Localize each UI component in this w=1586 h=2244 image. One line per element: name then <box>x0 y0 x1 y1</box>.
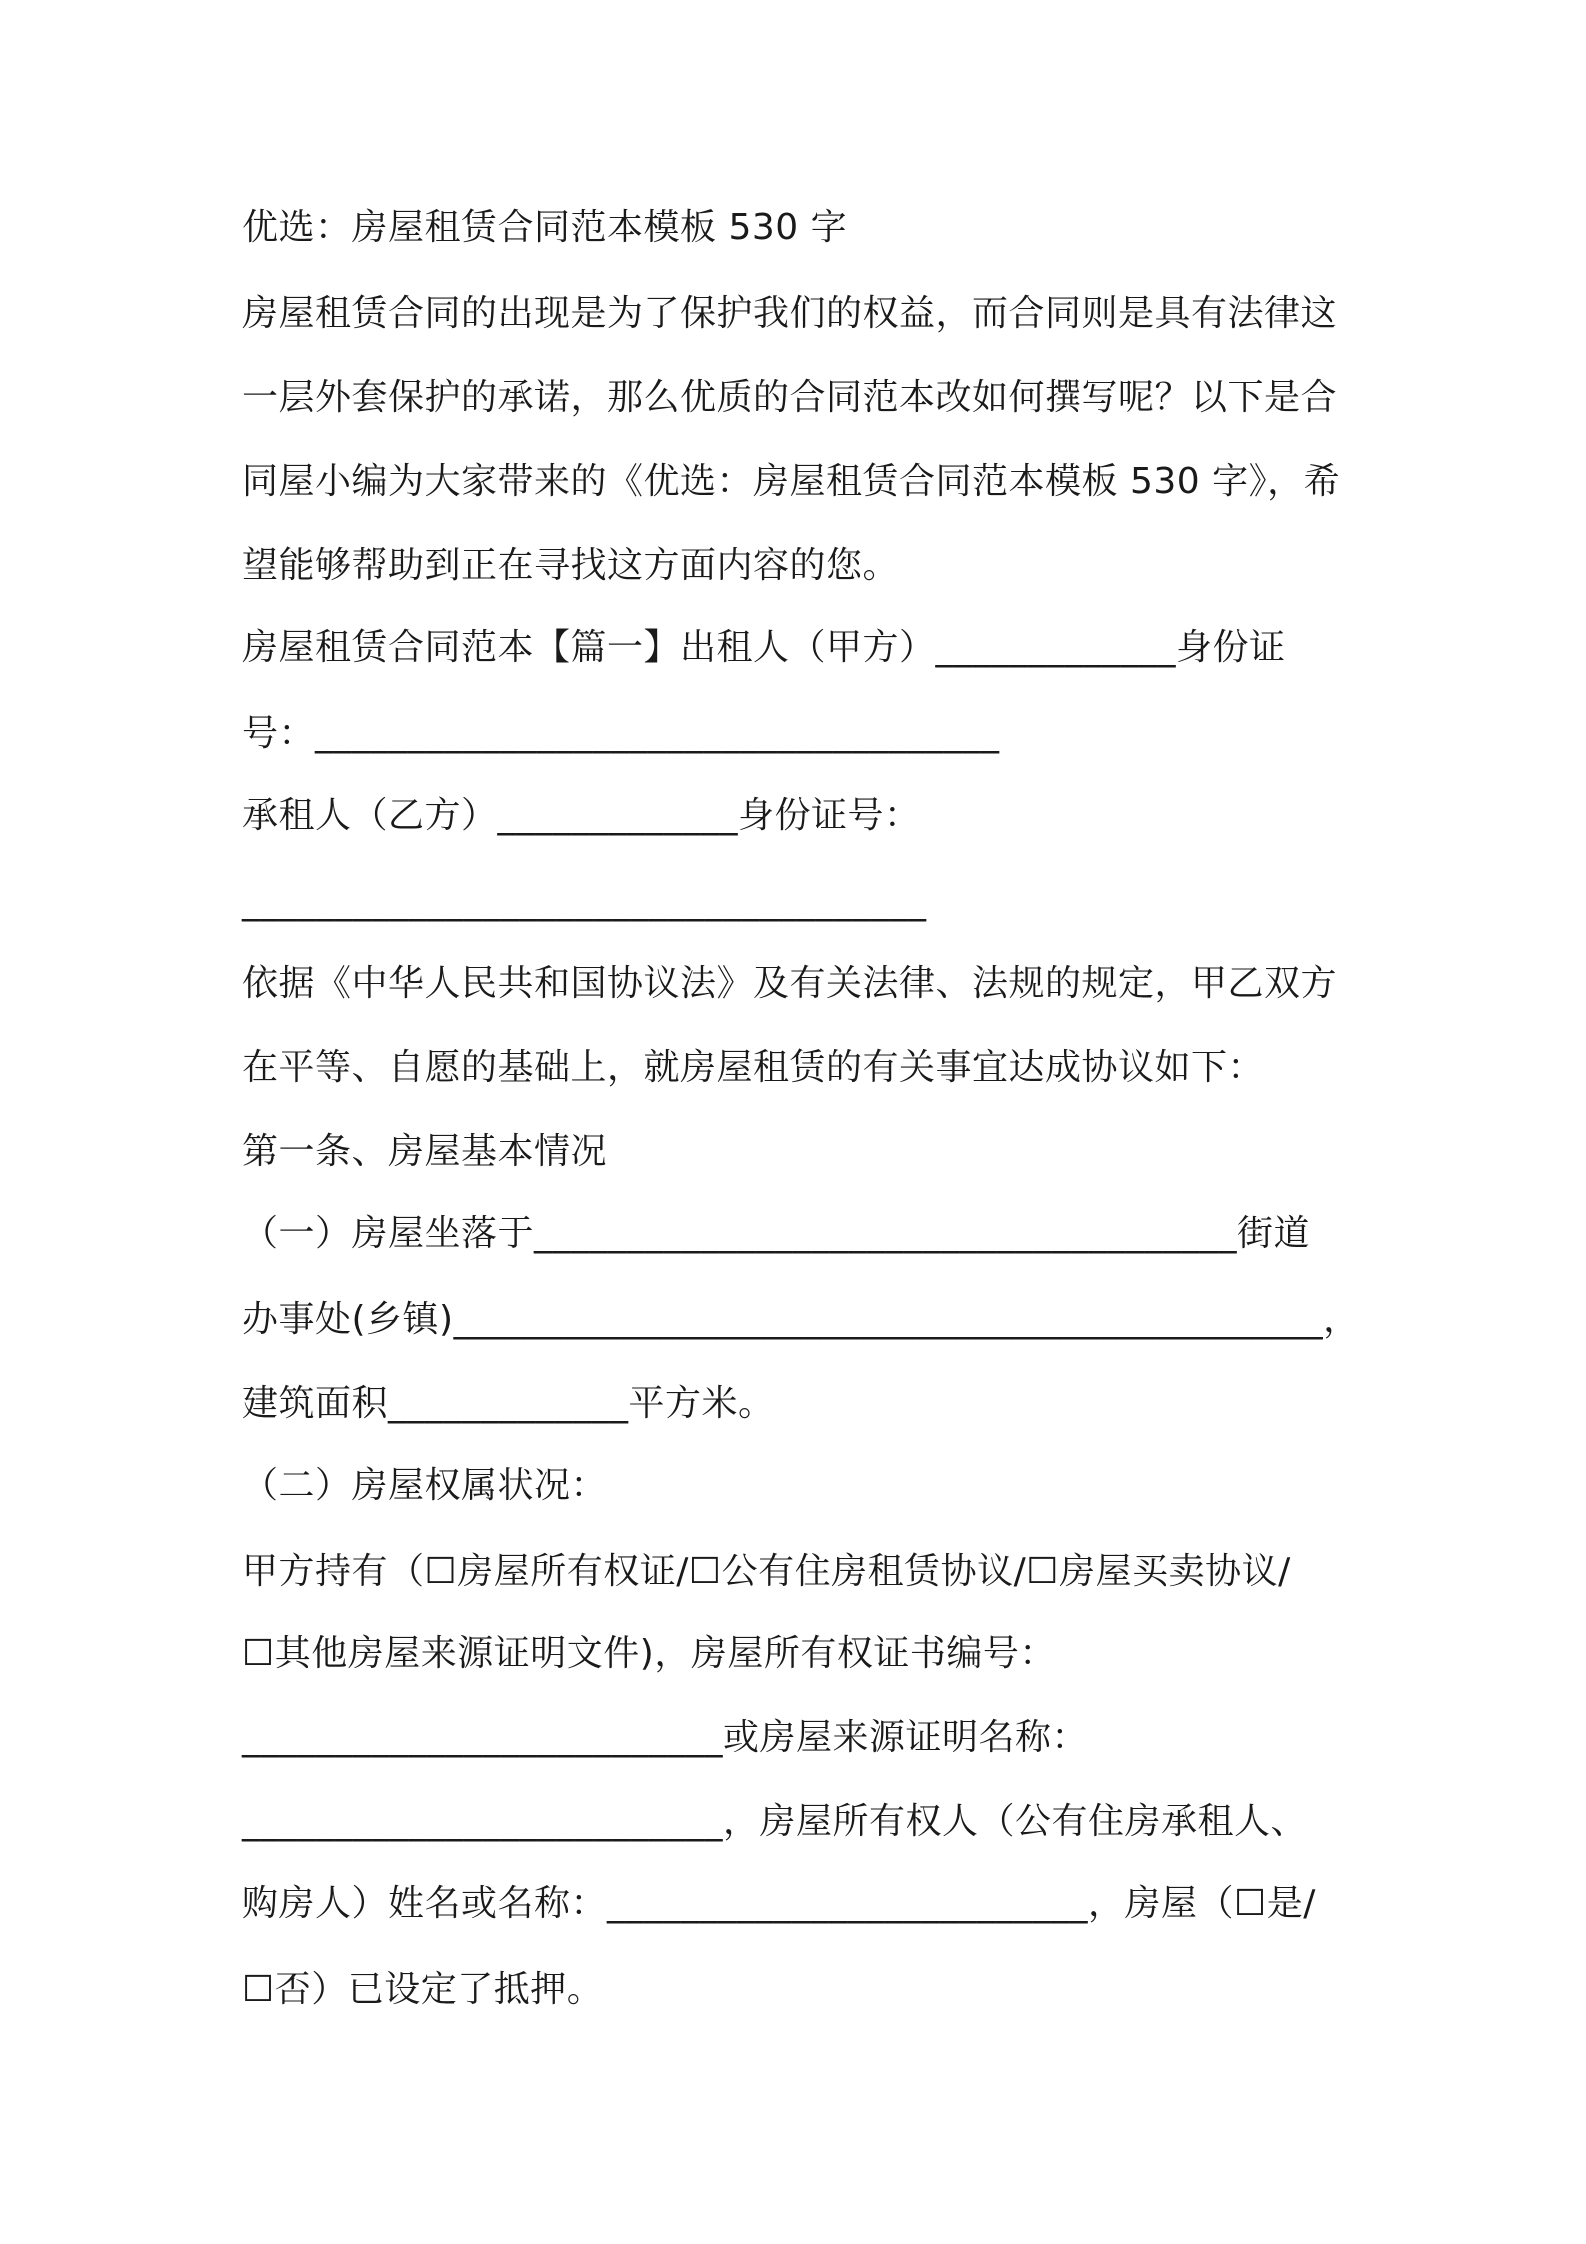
body-line-4: _____________________________________ <box>242 881 927 922</box>
intro-line-2: 一层外套保护的承诺，那么优质的合同范本改如何撰写呢？以下是合 <box>242 377 1338 418</box>
body-line-17: ☐否）已设定了抵押。 <box>242 1969 604 2010</box>
body-line-11: （二）房屋权属状况： <box>242 1465 608 1506</box>
body-line-6: 在平等、自愿的基础上，就房屋租赁的有关事宜达成协议如下： <box>242 1047 1265 1088</box>
body-line-1: 房屋租赁合同范本【篇一】出租人（甲方）_____________身份证 <box>242 627 1286 668</box>
body-line-9: 办事处(乡镇)_______________________________________________， <box>242 1299 1360 1340</box>
body-line-3: 承租人（乙方）_____________身份证号： <box>242 795 921 836</box>
intro-line-3: 同屋小编为大家带来的《优选：房屋租赁合同范本模板 530 字》，希 <box>242 461 1341 502</box>
intro-line-4: 望能够帮助到正在寻找这方面内容的您。 <box>242 545 900 586</box>
body-line-2: 号：_____________________________________ <box>242 713 1000 754</box>
body-line-10: 建筑面积_____________平方米。 <box>242 1383 775 1424</box>
body-line-15: __________________________，房屋所有权人（公有住房承租人、 <box>242 1801 1308 1842</box>
body-line-7: 第一条、房屋基本情况 <box>242 1131 608 1172</box>
body-line-16: 购房人）姓名或名称：__________________________，房屋（☐是/ <box>242 1883 1316 1924</box>
body-line-13: ☐其他房屋来源证明文件)，房屋所有权证书编号： <box>242 1633 1056 1674</box>
body-line-14: __________________________或房屋来源证明名称： <box>242 1717 1089 1758</box>
body-line-5: 依据《中华人民共和国协议法》及有关法律、法规的规定，甲乙双方 <box>242 963 1338 1004</box>
intro-line-1: 房屋租赁合同的出现是为了保护我们的权益，而合同则是具有法律这 <box>242 293 1338 334</box>
body-line-8: （一）房屋坐落于______________________________________街道 <box>242 1213 1311 1254</box>
document-title: 优选：房屋租赁合同范本模板 530 字 <box>242 207 848 248</box>
body-line-12: 甲方持有（☐房屋所有权证/☐公有住房租赁协议/☐房屋买卖协议/ <box>242 1551 1291 1592</box>
